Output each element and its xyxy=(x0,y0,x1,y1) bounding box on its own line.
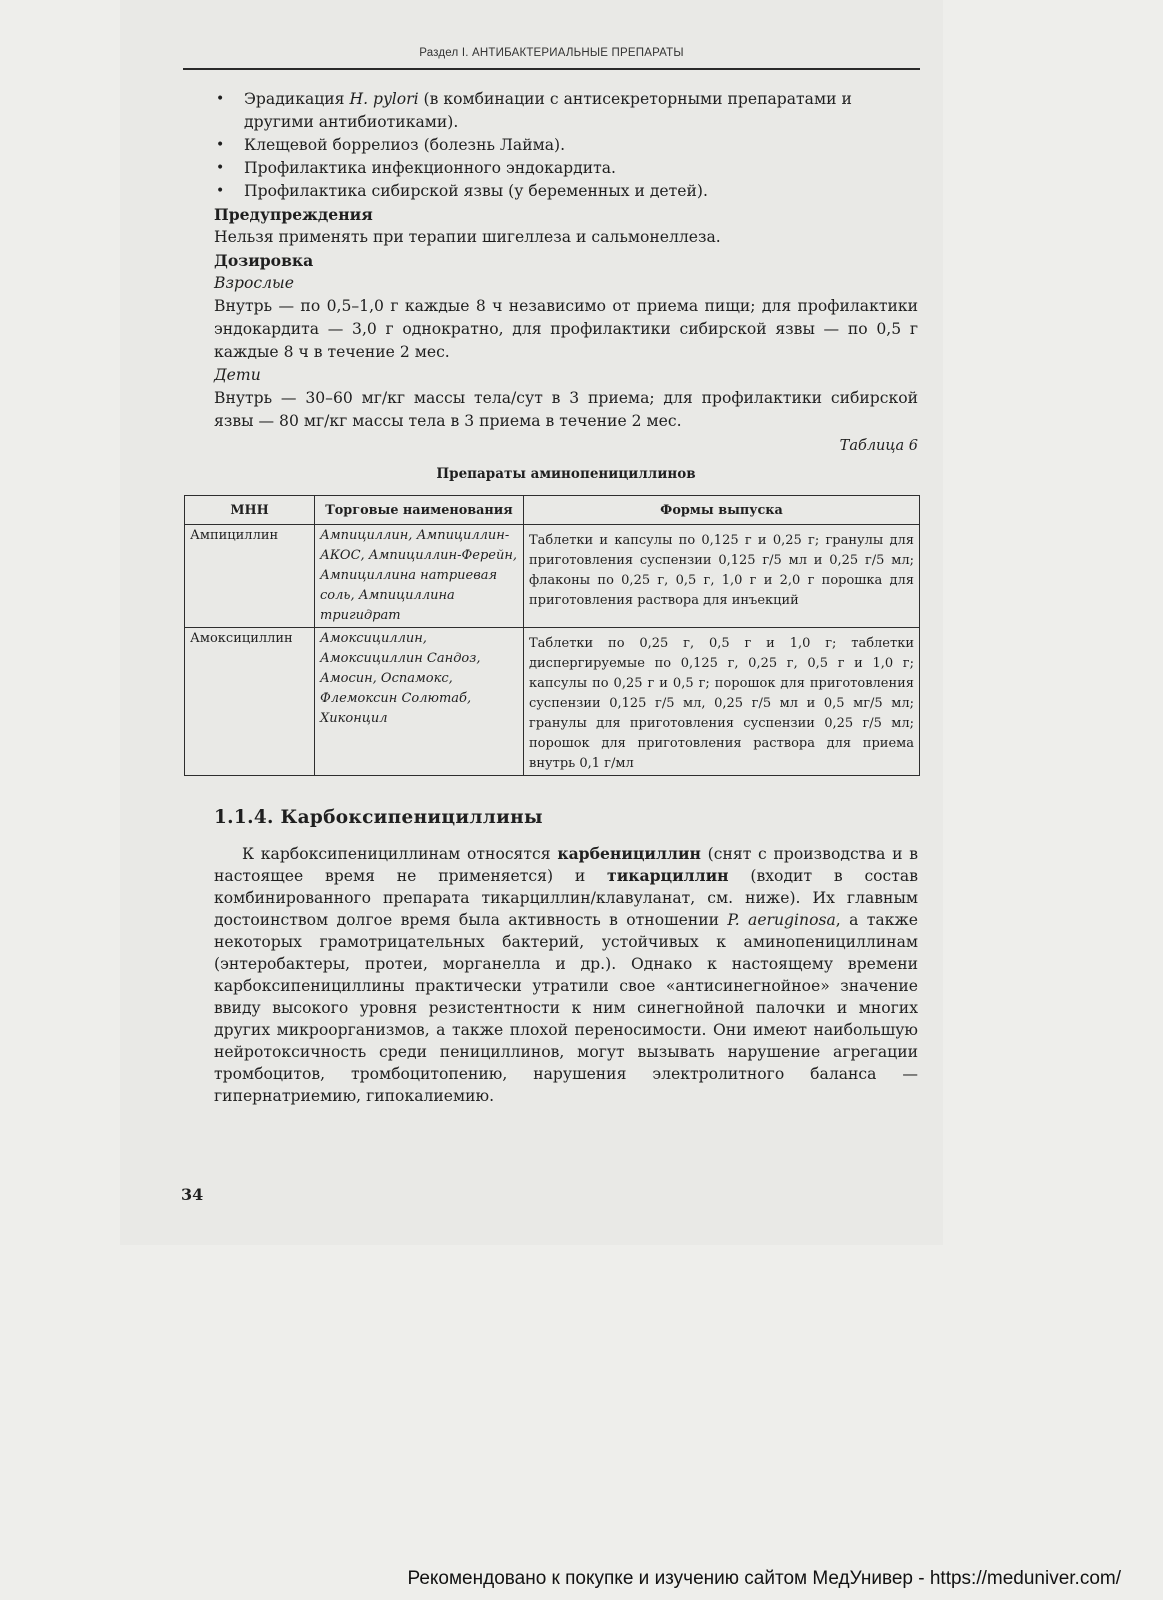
list-item: • Клещевой боррелиоз (болезнь Лайма). xyxy=(214,134,918,157)
cell-inn: Амоксициллин xyxy=(185,628,315,776)
drug-name-ticarcillin: тикарциллин xyxy=(607,866,729,885)
bullet-1-pre: Эрадикация xyxy=(244,90,350,108)
children-text: Внутрь — 30–60 мг/кг массы тела/сут в 3 приема; для профилактики сибирской язвы — 80 мг/кг массы тела в 3 приема в течение 2 мес. xyxy=(214,389,918,430)
page-content xyxy=(190,88,919,1107)
list-item: • Профилактика инфекционного эндокардита. xyxy=(214,157,918,180)
cell-forms: Таблетки по 0,25 г, 0,5 г и 1,0 г; таблетки диспергируемые по 0,125 г, 0,25 г, 0,5 г и 1,0 г; капсулы по 0,25 г и 0,5 г; порошок для приготовления суспензии 0,125 г/5 мл, 0,25 г/5 мл и 0,5 мг/5 мл; гранулы для приготовления суспензии 0,25 г/5 мл; порошок для приготовления раствора для приема внутрь 0,1 г/мл xyxy=(524,628,920,776)
bullet-1-organism: H. pylori xyxy=(349,90,419,108)
table-row xyxy=(185,525,920,628)
cell-trade: Ампициллин, Ампициллин-АКОС, Ампициллин-Ферейн, Ампициллина натриевая соль, Ампициллина тригидрат xyxy=(315,525,524,628)
header-rule xyxy=(183,68,920,70)
table-row xyxy=(185,628,920,776)
aminopenicillins-table xyxy=(184,495,920,776)
table-title: Препараты аминопенициллинов xyxy=(436,466,696,482)
section-paragraph xyxy=(214,843,918,1107)
page-number: 34 xyxy=(181,1185,204,1204)
section-heading: 1.1.4. Карбоксипенициллины xyxy=(214,807,543,828)
bullet-1-post: (в комбинации с антисекреторными препаратами и другими антибиотиками). xyxy=(244,90,852,131)
adults-text: Внутрь — по 0,5–1,0 г каждые 8 ч независимо от приема пищи; для профилактики эндокардита — 3,0 г однократно, для профилактики сибирской язвы — по 0,5 г каждые 8 ч в течение 2 мес. xyxy=(214,297,918,361)
footer-recommendation: Рекомендовано к покупке и изучению сайтом МедУнивер - https://meduniver.com/ xyxy=(407,1568,1121,1589)
indications-list xyxy=(214,88,918,203)
dosage-heading: Дозировка xyxy=(214,251,314,270)
para-text: (входит в состав комбинированного препарата тикарциллин/клавуланат, см. ниже). Их главным достоинством долгое время была активность в отношении xyxy=(214,867,918,929)
para-text: , а также некоторых грамотрицательных бактерий, устойчивых к аминопенициллинам (энтеробактеры, протеи, морганелла и др.). Однако к настоящему времени карбоксипенициллины практически утратили свое «антисинегнойное» значение ввиду высокого уровня резистентности к ним синегнойной палочки и многих других микроорганизмов, а также плохой переносимости. Они имеют наибольшую нейротоксичность среди пенициллинов, могут вызывать нарушение агрегации тромбоцитов, тромбоцитопению, нарушения электролитного баланса — гипернатриемию, гипокалиемию. xyxy=(214,911,919,1105)
header-forms: Формы выпуска xyxy=(524,496,920,525)
organism-name: P. aeruginosa xyxy=(727,911,836,929)
warnings-text: Нельзя применять при терапии шигеллеза и сальмонеллеза. xyxy=(214,228,721,246)
para-text: (снят с производства и в настоящее время не применяется) и xyxy=(214,845,918,885)
header-trade: Торговые наименования xyxy=(315,496,524,525)
para-text: К карбоксипенициллинам относятся xyxy=(242,845,558,863)
warnings-heading: Предупреждения xyxy=(214,205,373,224)
drug-name-carbenicillin: карбенициллин xyxy=(557,844,701,863)
adults-label: Взрослые xyxy=(214,274,294,292)
list-item xyxy=(214,88,918,134)
list-item: • Профилактика сибирской язвы (у беременных и детей). xyxy=(214,180,918,203)
header-inn: МНН xyxy=(185,496,315,525)
cell-inn: Ампициллин xyxy=(185,525,315,628)
cell-trade: Амоксициллин, Амоксициллин Сандоз, Амосин, Оспамокс, Флемоксин Солютаб, Хиконцил xyxy=(315,628,524,776)
table-header-row xyxy=(185,496,920,525)
running-header: Раздел I. АНТИБАКТЕРИАЛЬНЫЕ ПРЕПАРАТЫ xyxy=(419,47,684,59)
cell-forms: Таблетки и капсулы по 0,125 г и 0,25 г; гранулы для приготовления суспензии 0,125 г/5 мл и 0,25 г/5 мл; флаконы по 0,25 г, 0,5 г, 1,0 г и 2,0 г порошка для приготовления раствора для инъекций xyxy=(524,525,920,628)
table-label: Таблица 6 xyxy=(839,438,918,454)
children-label: Дети xyxy=(214,366,261,384)
